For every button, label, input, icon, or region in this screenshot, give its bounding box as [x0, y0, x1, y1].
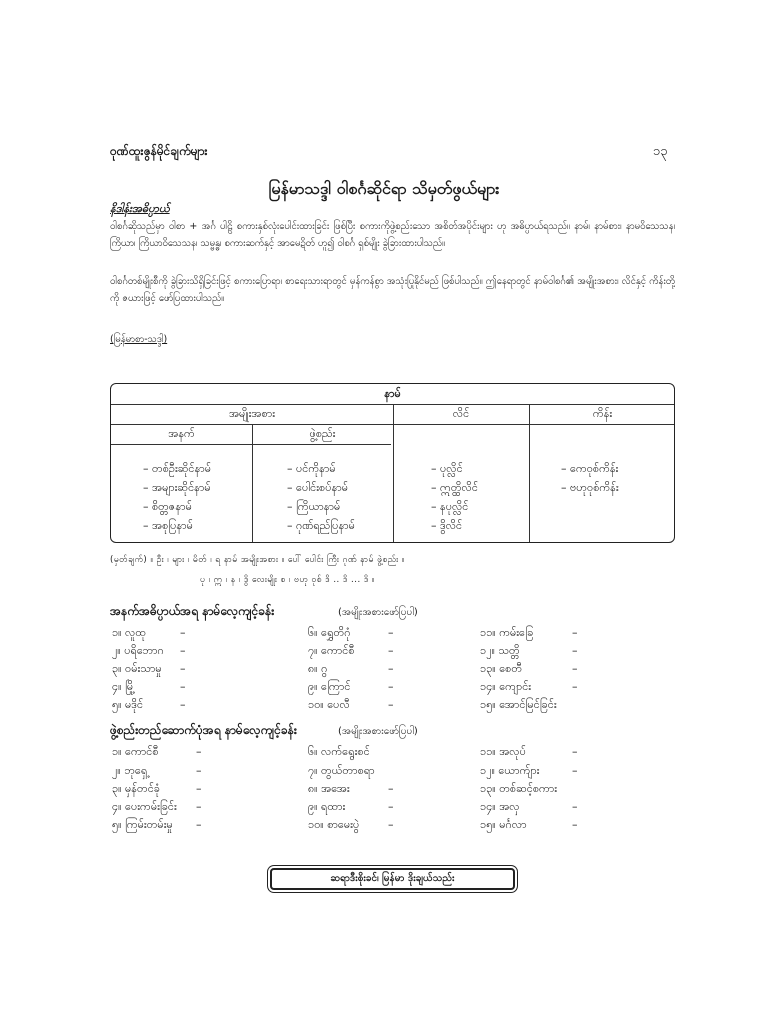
answer-blank: –: [572, 626, 578, 639]
answer-blank: –: [388, 818, 394, 831]
answer-blank: –: [388, 644, 394, 657]
list-item: – ဗဟုဝုစ်ကိန်း: [561, 481, 619, 494]
answer-blank: –: [388, 662, 394, 675]
page-title: မြန်မာသဒ္ဒါ ဝါစင်္ဂဆိုင်ရာ သိမှတ်ဖွယ်များ: [268, 179, 500, 198]
list-item: ၁၁။ ကမ်းခြေ: [480, 626, 534, 639]
answer-blank: –: [388, 626, 394, 639]
sub-structure-header: ဖွဲ့စည်း: [309, 427, 336, 440]
exercise2-title: ဖွဲ့စည်းတည်ဆောက်ပုံအရ နာမ်လေ့ကျင့်ခန်း: [110, 723, 297, 737]
list-item: – တစ်ဦးဆိုင်နာမ်: [143, 462, 212, 475]
answer-blank: –: [572, 818, 578, 831]
exercise1-title: အနက်အဓိပ္ပာယ်အရ နာမ်လေ့ကျင့်ခန်း: [110, 604, 275, 618]
col-type-header: အမျိုးအစား: [228, 407, 276, 420]
list-item: – ပေါင်းစပ်နာမ်: [287, 481, 348, 494]
answer-blank: –: [180, 698, 186, 711]
list-item: – ပုလ္လိင်: [431, 462, 463, 475]
list-item: ၇။ တွယ်တာစရာ: [308, 764, 375, 777]
answer-blank: –: [572, 764, 578, 777]
list-item: ၄။ ပေးကမ်းခြင်း: [112, 800, 177, 813]
author-footer: ဆရာဒီးစိုးခင်၊ မြန်မာ ဒိုးချယ်သည်း: [270, 868, 515, 890]
list-item: ၂။ ပရိဘောဂ: [112, 644, 164, 657]
table-note-line2: ပု ၊ ဣ ၊ န ၊ ဒွိ လေးမျိုး စ ၊ ဗဟု ဝုစ် ဒိ .. ဒိ ... ဒိ ။: [200, 575, 376, 585]
sub-meaning-header: အနက်: [168, 427, 195, 440]
exercise2-subtitle: (အမျိုးအစားဖော်ပြပါ): [338, 726, 418, 737]
list-item: – နပုလ္လိင်: [431, 500, 469, 513]
answer-blank: –: [196, 818, 202, 831]
table-title: နာမ်: [384, 387, 401, 400]
exercise1-subtitle: (အမျိုးအစားဖော်ပြပါ): [338, 607, 418, 618]
answer-blank: –: [388, 800, 394, 813]
answer-blank: –: [388, 680, 394, 693]
answer-blank: –: [388, 698, 394, 711]
list-item: – ဒွိလိင်: [431, 519, 463, 532]
answer-blank: –: [196, 800, 202, 813]
list-item: ၂။ ဘုရှေ့: [112, 764, 148, 777]
list-item: – ကေဝုစ်ကိန်း: [561, 462, 619, 475]
intro-paragraph: ဝါစင်္ဂဆိုသည်မှာ ဝါစာ + အင်္ဂ ပါဠိ စကားနှစ်လုံးပေါင်းထားခြင်း ဖြစ်ပြီး စကားကိုဖွဲ့စည်းသော အစိတ်အပိုင်းများ ဟု အဓိပ္ပာယ်ရသည်။ နာမ်၊ နာမ်စား၊ နာမဝိသေသန၊ ကြိယာ၊ ကြိယာဝိသေသန၊ သမ္ဗန္ဓ၊ စကားဆက်နှင့် အာမေဍိတ် ဟူ၍ ဝါစင်္ဂ ရှစ်မျိုး ခွဲခြားထားပါသည်။: [110, 221, 675, 249]
page-number: ၁၃: [653, 144, 668, 159]
list-item: ၁၁။ အလုပ်: [480, 745, 526, 758]
list-item: ၈။ အအေး: [308, 782, 350, 795]
list-item: ၁၂။ ယောက်ျား: [480, 764, 540, 777]
answer-blank: –: [180, 644, 186, 657]
list-item: ၇။ ကောင်စီ: [308, 644, 355, 657]
list-item: ၁။ လူထု: [112, 626, 146, 639]
list-item: ၁။ ကောင်စီ: [112, 745, 159, 758]
list-item: – ဣတ္ထိလိင်: [431, 481, 478, 494]
list-item: ၁၀။ စာမေးပွဲ: [308, 818, 360, 831]
list-item: ၆။ လက်ရွေးစင်: [308, 745, 370, 758]
answer-blank: –: [388, 782, 394, 795]
list-item: ၁၀။ ပေလီ: [308, 698, 350, 711]
list-item: ၆။ ရွှေတိဂုံ: [308, 626, 351, 639]
list-item: ၅။ မဒိုင်: [112, 698, 144, 711]
list-item: – ဂုဏ်ရည်ပြနာမ်: [287, 519, 355, 532]
answer-blank: –: [180, 626, 186, 639]
noun-table: [110, 383, 675, 543]
list-item: ၄။ မြို့: [112, 680, 135, 693]
source-caption: (မြန်မာစာ-သဒ္ဒါ): [110, 334, 168, 345]
list-item: ၃။ မှန်တင်ခုံ: [112, 782, 160, 795]
answer-blank: –: [572, 800, 578, 813]
list-item: ၃။ ဝမ်းသာမှု: [112, 662, 162, 675]
list-item: – အများဆိုင်နာမ်: [143, 481, 211, 494]
list-item: ၁၂။ သတ္တိ: [480, 644, 520, 657]
list-item: – ကြိယာနာမ်: [287, 500, 341, 513]
list-item: ၁၅။ မင်္ဂလာ: [480, 818, 527, 831]
list-item: ၉။ ရထား: [308, 800, 346, 813]
section-subhead: နိဒါန်းအဓိပ္ပာယ်: [110, 202, 170, 215]
list-item: – အစုပြနာမ်: [143, 519, 193, 532]
answer-blank: –: [572, 680, 578, 693]
answer-blank: –: [572, 662, 578, 675]
list-item: ၁၅။ အောင်မြင်ခြင်း: [480, 698, 557, 711]
list-item: ၈။ ဂွ: [308, 662, 328, 675]
list-item: ၁၃။ တစ်ဆင့်စကား: [480, 782, 558, 795]
col-gender-header: လိင်: [452, 407, 470, 420]
list-item: ၁၃။ စေတီ: [480, 662, 523, 675]
table-note-line1: (မှတ်ချက်) ။ ဦး ၊ များ ၊ မိတ် ၊ ရ နာမ် အမျိုးအစား ။ ပေါ် ပေါင်း ကြီး ဂုဏ် နာမ် ဖွဲ့စည်း ။: [110, 555, 405, 565]
list-item: ၉။ ကြောင်: [308, 680, 351, 693]
list-item: – ပင်ကိုနာမ်: [287, 462, 336, 475]
list-item: ၁၄။ ကျောင်း: [480, 680, 532, 693]
answer-blank: –: [196, 782, 202, 795]
list-item: ၁၄။ အလှ: [480, 800, 520, 813]
answer-blank: –: [196, 764, 202, 777]
list-item: – စိတ္တဇနာမ်: [143, 500, 192, 513]
running-header: ဝုဏ်ထူးဇွန်မိုင်ချက်များ: [110, 144, 208, 158]
col-number-header: ကိန်း: [592, 407, 613, 420]
second-paragraph: ဝါစင်္ဂတစ်မျိုးစီကို ခွဲခြားသိရှိခြင်းဖြင့် စကားပြောရာ၊ စာရေးသားရာတွင် မှန်ကန်စွာ အသုံးပြုနိုင်မည် ဖြစ်ပါသည်။ ဤနေရာတွင် နာမ်ဝါစင်္ဂ၏ အမျိုးအစား၊ လိင်နှင့် ကိန်းတို့ကို ဇယားဖြင့် ဖော်ပြထားပါသည်။: [110, 276, 675, 304]
answer-blank: –: [196, 745, 202, 758]
answer-blank: –: [572, 745, 578, 758]
answer-blank: –: [180, 662, 186, 675]
answer-blank: –: [180, 680, 186, 693]
answer-blank: –: [572, 644, 578, 657]
list-item: ၅။ ကြမ်းတမ်းမှု: [112, 818, 173, 831]
